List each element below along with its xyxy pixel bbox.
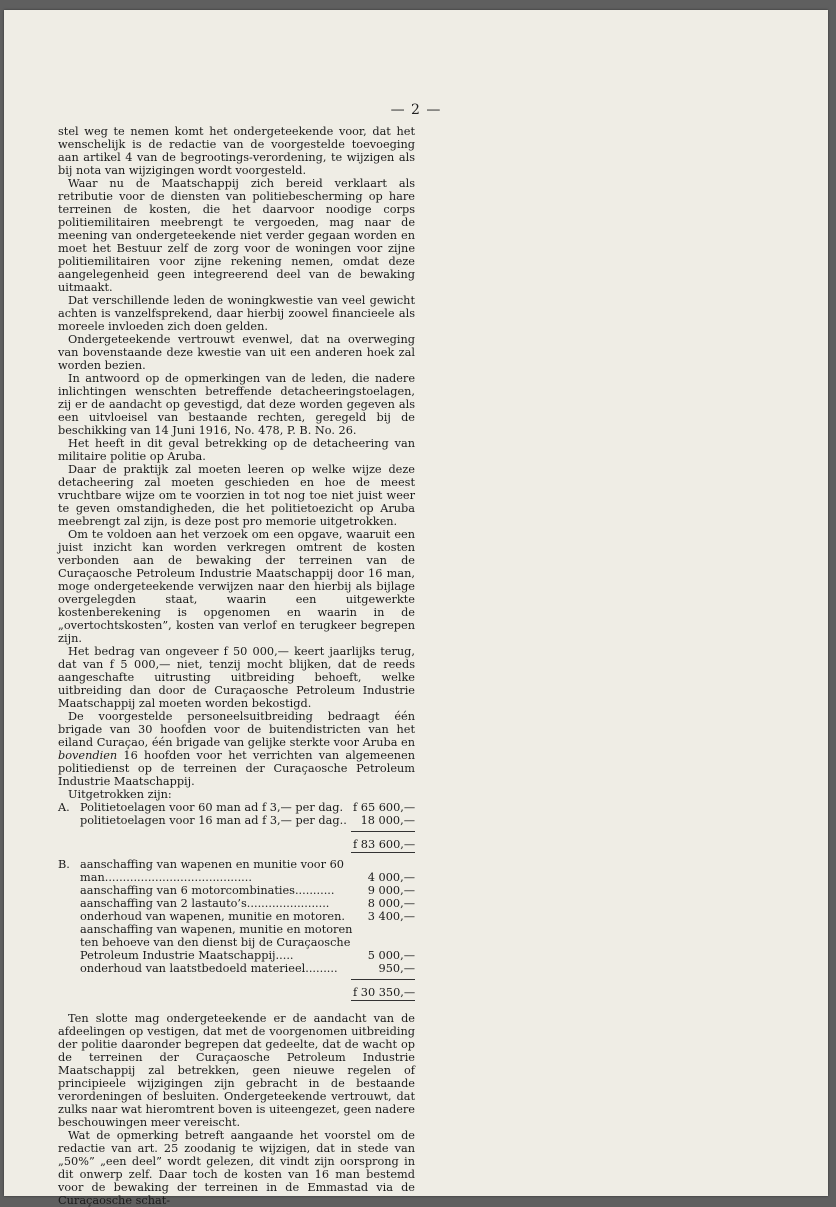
table-row [58,897,415,910]
cost-amount: 4 000,— [367,871,415,884]
section-b-total: f 30 350,— [353,986,416,999]
cost-table-a [58,801,415,856]
brigade-text-after: 16 hoofden voor het verrichten van algemeenen politiedienst op de terreinen der Curaçaosche Petroleum Industrie Maatschappij. [58,749,415,788]
cost-description: onderhoud van laatstbedoeld materieel......... [80,962,338,975]
cost-description: aanschaffing van 6 motorcombinaties........... [80,884,335,897]
cost-amount: 8 000,— [367,897,415,910]
cost-amount: 5 000,— [367,949,415,962]
brigade-paragraph [58,710,415,788]
section-a-total: f 83 600,— [353,838,416,851]
cost-amount: 18 000,— [360,814,415,827]
cost-amount: 950,— [378,962,415,975]
paragraph: Ondergeteekende vertrouwt evenwel, dat na overweging van bovenstaande deze kwestie van uit een anderen hoek zal worden bezien. [58,333,415,372]
cost-description: onderhoud van wapenen, munitie en motoren. [80,910,345,923]
cost-description: aanschaffing van wapenen en munitie voor 60 man......................................... [80,858,344,884]
paragraph: Ten slotte mag ondergeteekende er de aandacht van de afdeelingen op vestigen, dat met de voorgenomen uitbreiding der politie daaronder begrepen dat gedeelte, dat de wacht op de terreinen der Curaçaosche Petroleum Industrie Maatschappij zal betrekken, geen nieuwe regelen of principieele wijzigingen zijn gebracht in de bestaande verordeningen of besluiten. Ondergeteekende vertrouwt, dat zulks naar wat hieromtrent boven is uiteengezet, geen nadere beschouwingen meer vereischt. [58,1012,415,1129]
paragraph: Wat de opmerking betreft aangaande het voorstel om de redactie van art. 25 zoodanig te wijzigen, dat in stede van „50%” „een deel” wordt gelezen, dit vindt zijn oorsprong in dit onwerp zelf. Daar toch de kosten van 16 man bestemd voor de bewaking der terreinen in de Emmastad via de Curaçaosche schat- [58,1129,415,1207]
table-row [58,962,415,975]
cost-description: aanschaffing van 2 lastauto’s....................... [80,897,330,910]
cost-table-b [58,858,415,1004]
table-row [58,923,415,962]
cost-amount: f 65 600,— [353,801,416,814]
paragraph: Daar de praktijk zal moeten leeren op welke wijze deze detacheering zal moeten geschieden en hoe de meest vruchtbare wijze om te voorzien in tot nog toe niet juist weer te geven omstandigheden, die het politietoezicht op Aruba meebrengt zal zijn, is deze post pro memorie uitgetrokken. [58,463,415,528]
total-rule [58,851,415,856]
cost-amount: 3 400,— [367,910,415,923]
brigade-text-before: De voorgestelde personeelsuitbreiding bedraagt één brigade van 30 hoofden voor de buitendistricten van het eiland Curaçao, één brigade van gelijke sterkte voor Aruba en [58,710,415,749]
cost-description: aanschaffing van wapenen, munitie en motoren ten behoeve van den dienst bij de Curaçaosche Petroleum Industrie Maatschappij..... [80,923,353,962]
paragraph: In antwoord op de opmerkingen van de leden, die nadere inlichtingen wenschten betreffende detacheeringstoelagen, zij er de aandacht op gevestigd, dat deze worden gegeven als een uitvloeisel van bestaande rechten, geregeld bij de beschikking van 14 Juni 1916, No. 478, P. B. No. 26. [58,372,415,437]
cost-description: politietoelagen voor 16 man ad f 3,— per dag.. [80,814,347,827]
total-row [58,838,415,851]
table-row [58,814,415,827]
section-a-label: A. [58,801,70,814]
cost-description: Politietoelagen voor 60 man ad f 3,— per dag. [80,801,344,814]
paragraph: Waar nu de Maatschappij zich bereid verklaart als retributie voor de diensten van politiebescherming op hare terreinen de kosten, die het daarvoor noodige corps politiemilitairen meebrengt te vergoeden, mag naar de meening van ondergeteekende niet verder gegaan worden en moet het Bestuur zelf de zorg voor de woningen voor zijne politiemilitairen voor zijne rekening nemen, omdat deze aangelegenheid geen integreerend deel van de bewaking uitmaakt. [58,177,415,294]
total-row [58,986,415,999]
body-text [58,125,415,1207]
table-row [58,801,415,814]
paragraph: Om te voldoen aan het verzoek om een opgave, waaruit een juist inzicht kan worden verkregen omtrent de kosten verbonden aan de bewaking der terreinen van de Curaçaosche Petroleum Industrie Maatschappij door 16 man, moge ondergeteekende verwijzen naar den hierbij als bijlage overgelegden staat, waarin een uitgewerkte kostenberekening is opgenomen en waarin in de „overtochtskosten”, kosten van verlof en terugkeer begrepen zijn. [58,528,415,645]
table-row [58,910,415,923]
paragraph: Het bedrag van ongeveer f 50 000,— keert jaarlijks terug, dat van f 5 000,— niet, tenzij mocht blijken, dat de reeds aangeschafte uitrusting uitbreiding behoeft, welke uitbreiding dan door de Curaçaosche Petroleum Industrie Maatschappij zal moeten worden bekostigd. [58,645,415,710]
document-page [4,10,828,1207]
page-number: — 2 — [390,102,442,118]
uitgetrokken-label: Uitgetrokken zijn: [68,788,172,801]
cost-amount: 9 000,— [367,884,415,897]
section-b-label: B. [58,858,70,871]
brigade-text-italic: bovendien [58,749,118,762]
paragraph: Dat verschillende leden de woningkwestie van veel gewicht achten is vanzelfsprekend, daar hierbij zoowel financieele als moreele invloeden zich doen gelden. [58,294,415,333]
table-row [58,884,415,897]
table-row [58,858,415,884]
paragraph: Het heeft in dit geval betrekking op de detacheering van militaire politie op Aruba. [58,437,415,463]
paragraph: stel weg te nemen komt het ondergeteekende voor, dat het wenschelijk is de redactie van de voorgestelde toevoeging aan artikel 4 van de begrootings-verordening, te wijzigen als bij nota van wijzigingen wordt voorgesteld. [58,125,415,177]
